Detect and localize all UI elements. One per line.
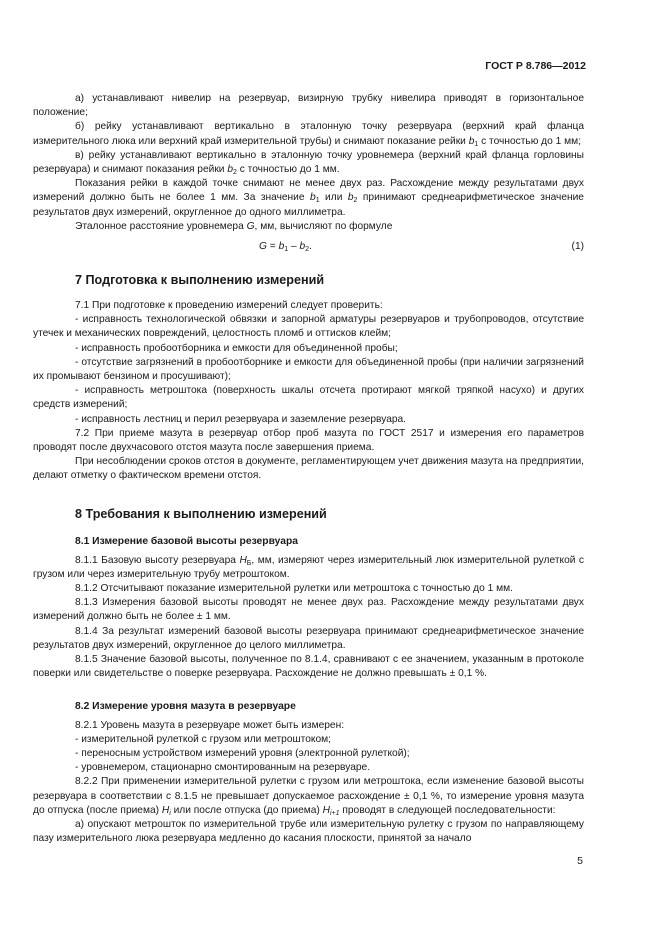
section-7-paragraph: - исправность лестниц и перил резервуара и заземление резервуара. xyxy=(75,413,407,425)
step-c-paragraph: в) рейку устанавливают вертикально в эталонную точку уровнемера (верхний край фланца горловины резервуара) и снимают показания рейки $b_2$ с точностью до 1 мм. xyxy=(33,149,584,177)
reference-distance-paragraph: Эталонное расстояние уровнемера G, мм, вычисляют по формуле xyxy=(75,220,393,232)
subsection-8-1-paragraph: 8.1.5 Значение базовой высоты, полученное по 8.1.4, сравнивают с ее значением, указанным в протоколе поверки или свидетельстве о поверке резервуара. Расхождение не должно превышать ± 0,1 %. xyxy=(33,654,584,680)
formula-number: (1) xyxy=(571,241,584,253)
subsection-8-2-title: 8.2 Измерение уровня мазута в резервуаре xyxy=(75,700,296,712)
subsection-8-2-paragraph: а) опускают метрошток по измерительной трубе или измерительную рулетку с грузом по направляющему пазу измерительного люка резервуара медленно до касания плоскости, принятой за начало xyxy=(33,818,584,845)
subsection-8-1-title: 8.1 Измерение базовой высоты резервуара xyxy=(75,535,298,547)
subsection-8-2-paragraph: - измерительной рулеткой с грузом или метроштоком; xyxy=(75,733,331,745)
readings-paragraph: Показания рейки в каждой точке снимают не менее двух раз. Расхождение между результатами двух измерений должно быть не более 1 мм. За значение $b_1$ или $b_2$ принимают среднеарифметическое значение результатов двух измерений, округленное до одного миллиметра. xyxy=(33,178,584,218)
formula-expression: $G = b_1 - b_2$. xyxy=(259,241,312,254)
page-content xyxy=(33,92,584,846)
section-7-paragraph: - отсутствие загрязнений в пробоотборнике и емкости для объединенной пробы (при наличии загрязнений их промывают бензином и просушивают); xyxy=(33,356,584,383)
section-7-paragraph: 7.2 При приеме мазута в резервуар отбор проб мазута по ГОСТ 2517 и измерения его параметров проводят после двухчасового отстоя мазута после завершения приема. xyxy=(33,427,584,454)
step-a-paragraph: а) устанавливают нивелир на резервуар, визирную трубку нивелира приводят в горизонтальное положение; xyxy=(33,93,584,119)
section-7-paragraph: При несоблюдении сроков отстоя в документе, регламентирующем учет движения мазута на предприятии, делают отметку о фактическом времени отстоя. xyxy=(33,456,584,482)
section-7-paragraph: 7.1 При подготовке к проведению измерений следует проверить: xyxy=(75,300,383,312)
section-7-paragraph: - исправность пробоотборника и емкости для объединенной пробы; xyxy=(75,342,398,354)
page-number: 5 xyxy=(577,855,583,867)
subsection-8-2-paragraph: - переносным устройством измерений уровня (электронной рулеткой); xyxy=(75,747,410,759)
subsection-8-2-paragraph: 8.2.1 Уровень мазута в резервуаре может быть измерен: xyxy=(75,719,345,731)
step-b-paragraph: б) рейку устанавливают вертикально в эталонную точку резервуара (верхний край фланца измерительного люка или верхний край измерительной трубы) и снимают показание рейки $b_1$ с точностью до 1 мм; xyxy=(33,121,584,148)
document-header: ГОСТ Р 8.786—2012 xyxy=(485,60,586,72)
subsection-8-1-paragraph: 8.1.3 Измерения базовой высоты проводят не менее двух раз. Расхождение между результатами двух измерений должно быть не более ± 1 мм. xyxy=(33,597,584,623)
subsection-8-1-paragraph: 8.1.4 За результат измерений базовой высоты резервуара принимают среднеарифметическое значение результатов двух измерений, округленное до целого миллиметра. xyxy=(33,625,584,651)
section-7-title: 7 Подготовка к выполнению измерений xyxy=(75,273,325,288)
section-7-paragraph: - исправность метроштока (поверхность шкалы отсчета протирают мягкой тряпкой насухо) и других средств измерений; xyxy=(33,385,584,411)
subsection-8-2-paragraph: - уровнемером, стационарно смонтированным на резервуаре. xyxy=(75,762,371,774)
formula-1 xyxy=(33,240,584,254)
section-8-title: 8 Требования к выполнению измерений xyxy=(75,506,327,521)
subsection-8-2-paragraph: 8.2.2 При применении измерительной рулетки с грузом или метроштока, если изменение базовой высоты резервуара в соответствии с 8.1.5 не превышает допускаемое расхождение ± 0,1 %, то измерение уровня мазута до отпуска (после приема) $H_i$ или после отпуска (до приема) $H_{i+1}$ проводят в следующей последовательности: xyxy=(33,776,584,817)
subsection-8-1-paragraph: 8.1.1 Базовую высоту резервуара $H_Б$, мм, измеряют через измерительный люк измерительной рулеткой с грузом или через измерительную трубу метроштоком. xyxy=(33,554,585,580)
subsection-8-1-paragraph: 8.1.2 Отсчитывают показание измерительной рулетки или метроштока с точностью до 1 мм. xyxy=(75,583,513,595)
section-7-paragraph: - исправность технологической обвязки и запорной арматуры резервуаров и трубопроводов, отсутствие утечек и механических повреждений, целостность пломб и оттисков клейм; xyxy=(33,314,584,340)
